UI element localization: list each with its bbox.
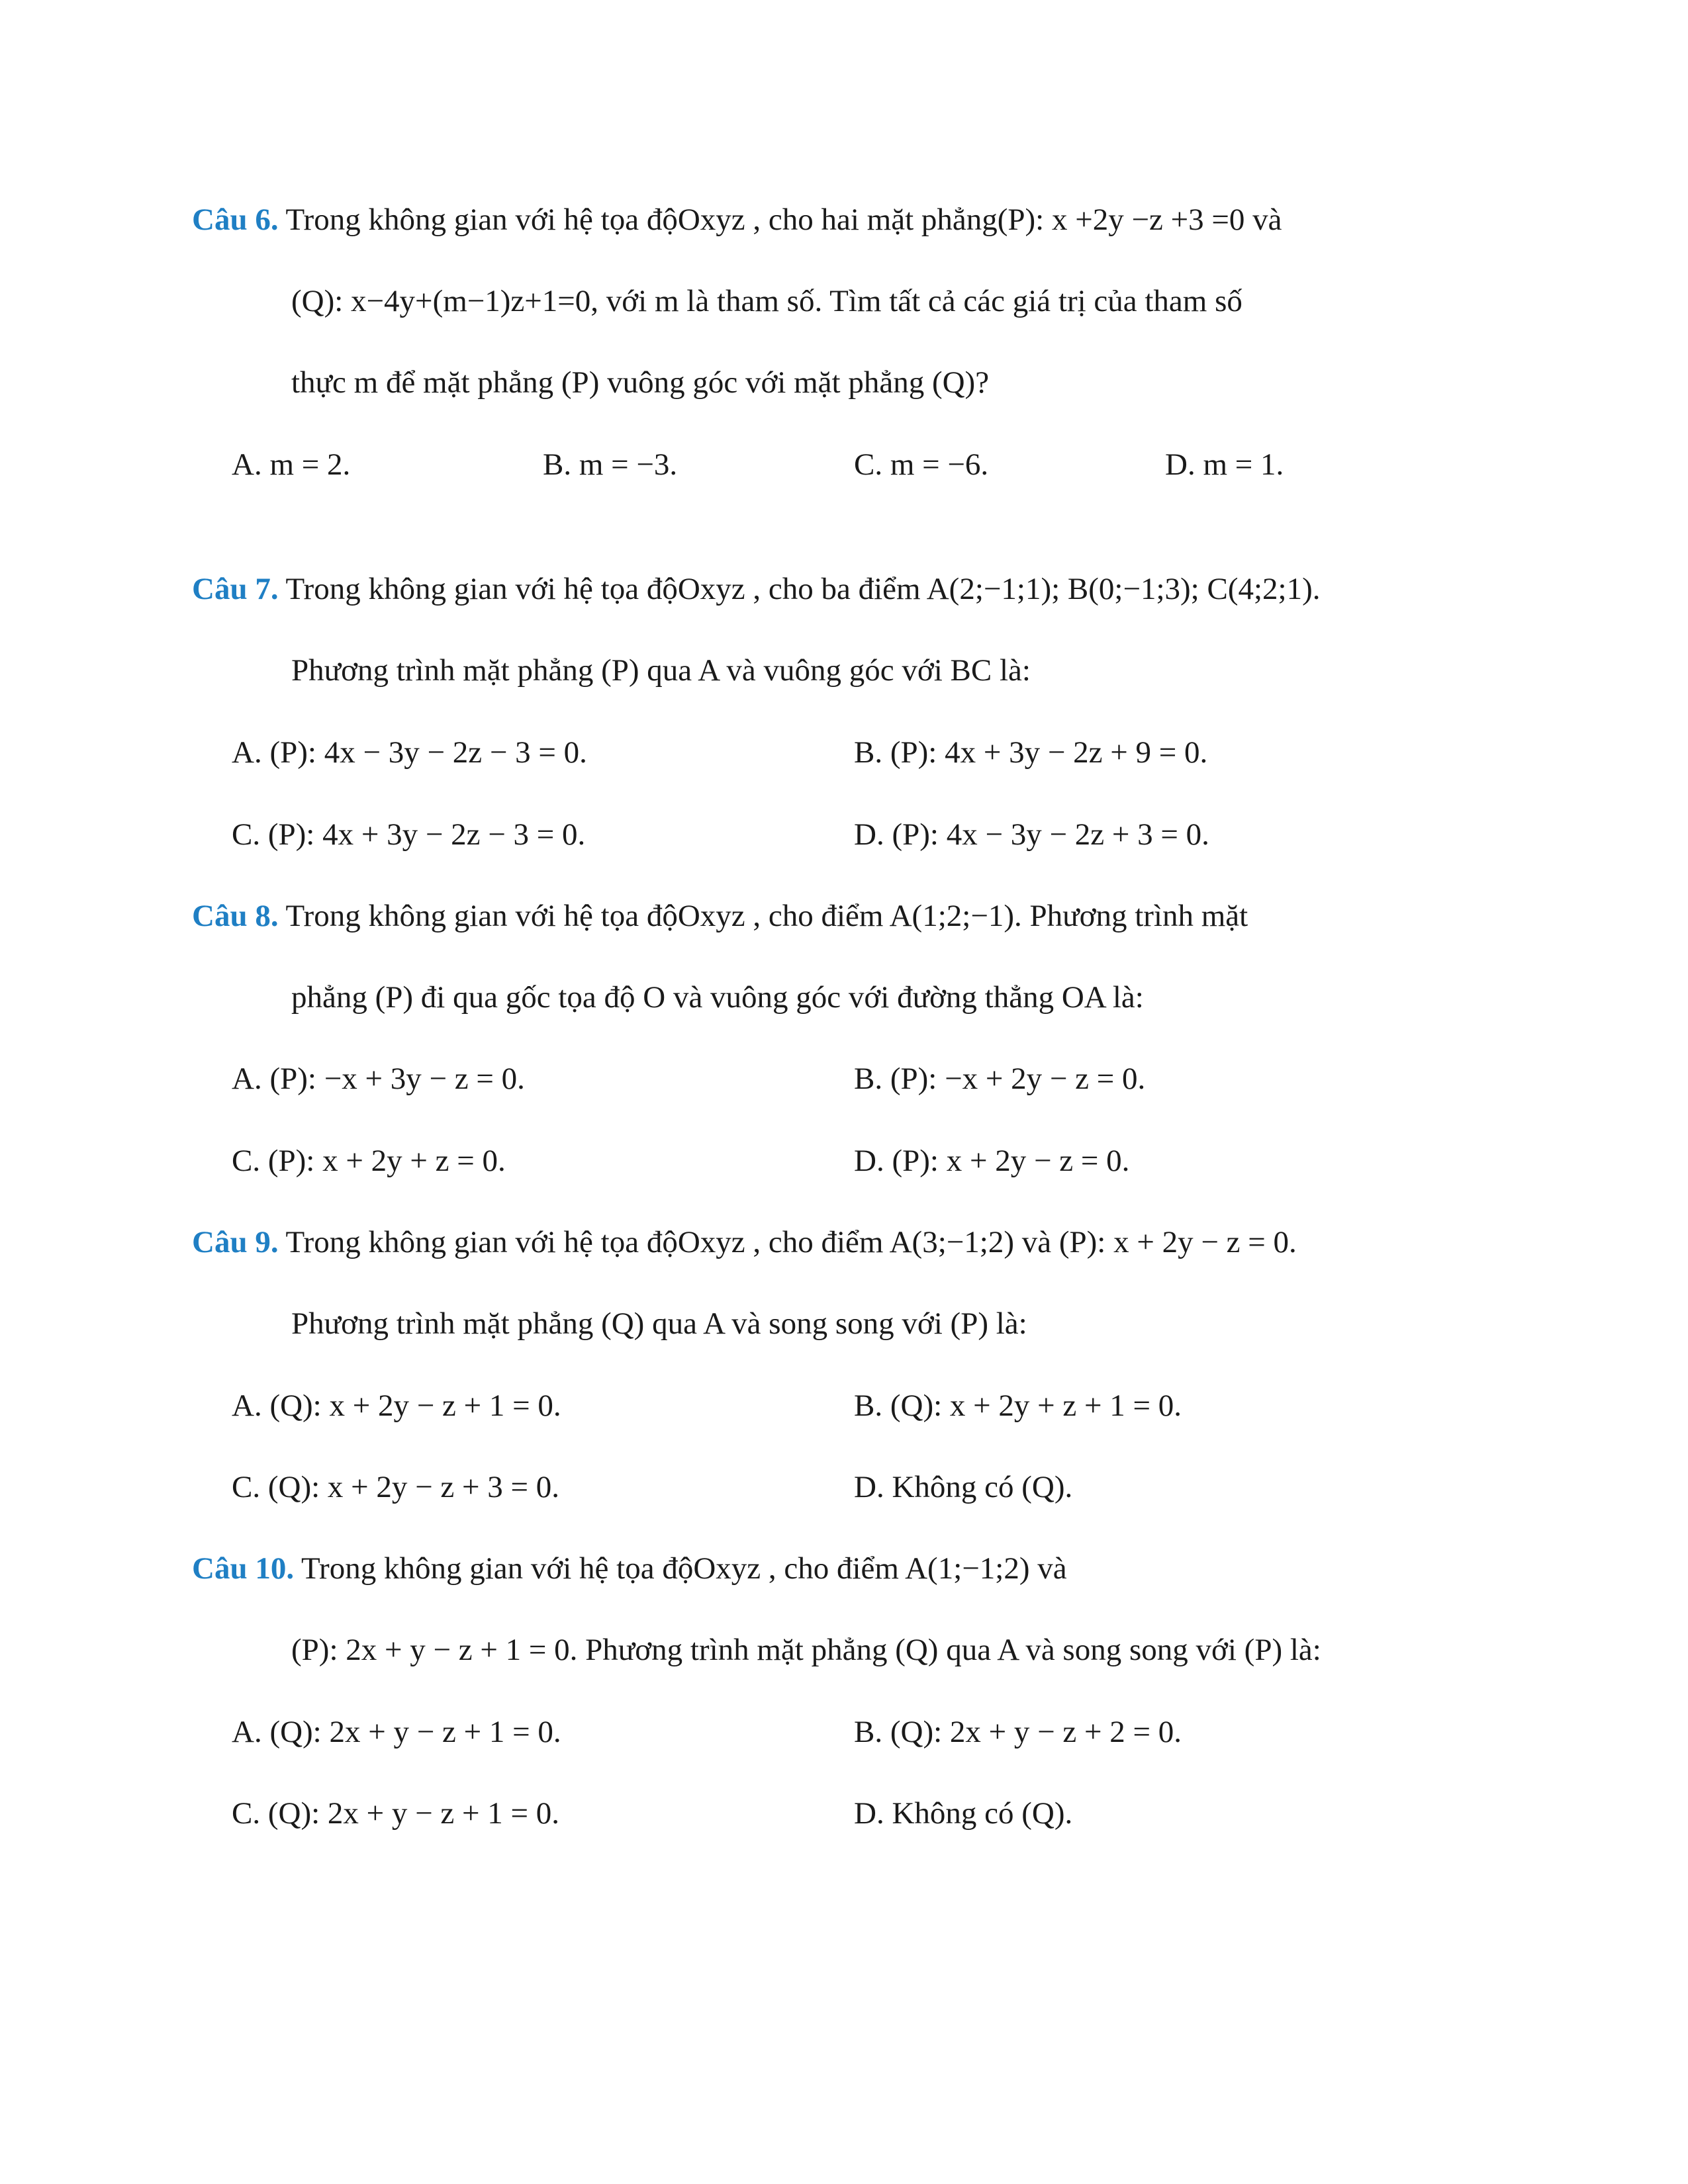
question-8-option-d[interactable]: D. (P): x + 2y − z = 0. [854,1144,1130,1178]
question-9-option-d[interactable]: D. Không có (Q). [854,1470,1073,1504]
question-6-option-b[interactable]: B. m = −3. [543,447,678,482]
question-8-label: Câu 8. [192,899,279,933]
question-10-text-1: Trong không gian với hệ tọa độOxyz , cho điểm A(1;−1;2) và [301,1551,1067,1586]
question-7-line-2 [291,651,1031,690]
question-10-option-a[interactable]: A. (Q): 2x + y − z + 1 = 0. [232,1715,561,1749]
question-7-text-2: Phương trình mặt phẳng (P) qua A và vuông góc với BC là: [291,653,1031,688]
question-10-text-2: (P): 2x + y − z + 1 = 0. Phương trình mặt phẳng (Q) qua A và song song với (P) là: [291,1633,1321,1667]
question-9-option-c[interactable]: C. (Q): x + 2y − z + 3 = 0. [232,1470,560,1504]
question-9-line-1 [192,1222,1297,1262]
question-9-option-b[interactable]: B. (Q): x + 2y + z + 1 = 0. [854,1388,1182,1423]
question-8-option-b[interactable]: B. (P): −x + 2y − z = 0. [854,1062,1146,1096]
question-7-option-b[interactable]: B. (P): 4x + 3y − 2z + 9 = 0. [854,735,1208,770]
question-8-line-2 [291,978,1144,1017]
question-6-option-d[interactable]: D. m = 1. [1165,447,1284,482]
question-10-option-b[interactable]: B. (Q): 2x + y − z + 2 = 0. [854,1715,1182,1749]
question-9-line-2 [291,1304,1027,1343]
question-8-option-c[interactable]: C. (P): x + 2y + z = 0. [232,1144,506,1178]
question-10-line-2 [291,1630,1321,1670]
question-6-text-3: thực m để mặt phẳng (P) vuông góc với mặt phẳng (Q)? [291,365,990,400]
question-10-option-d[interactable]: D. Không có (Q). [854,1796,1073,1831]
question-8-line-1 [192,896,1248,936]
question-7-option-a[interactable]: A. (P): 4x − 3y − 2z − 3 = 0. [232,735,587,770]
question-10-line-1 [192,1549,1067,1588]
question-7-line-1 [192,569,1321,609]
question-8-text-1: Trong không gian với hệ tọa độOxyz , cho điểm A(1;2;−1). Phương trình mặt [285,899,1248,933]
question-6-line-3 [291,363,989,402]
question-10-option-c[interactable]: C. (Q): 2x + y − z + 1 = 0. [232,1796,560,1831]
question-7-text-1: Trong không gian với hệ tọa độOxyz , cho ba điểm A(2;−1;1); B(0;−1;3); C(4;2;1). [285,572,1321,606]
question-9-option-a[interactable]: A. (Q): x + 2y − z + 1 = 0. [232,1388,561,1423]
question-8-option-a[interactable]: A. (P): −x + 3y − z = 0. [232,1062,525,1096]
question-8-text-2: phẳng (P) đi qua gốc tọa độ O và vuông góc với đường thẳng OA là: [291,980,1144,1015]
question-6-text-1: Trong không gian với hệ tọa độOxyz , cho hai mặt phẳng(P): x +2y −z +3 =0 và [285,203,1282,237]
question-9-text-2: Phương trình mặt phẳng (Q) qua A và song song với (P) là: [291,1306,1027,1341]
question-6-label: Câu 6. [192,203,279,237]
question-6-option-a[interactable]: A. m = 2. [232,447,351,482]
question-7-option-d[interactable]: D. (P): 4x − 3y − 2z + 3 = 0. [854,817,1209,852]
question-6-line-2 [291,281,1243,321]
question-7-option-c[interactable]: C. (P): 4x + 3y − 2z − 3 = 0. [232,817,586,852]
question-10-label: Câu 10. [192,1551,295,1586]
question-6-line-1 [192,200,1282,240]
question-7-label: Câu 7. [192,572,279,606]
question-9-text-1: Trong không gian với hệ tọa độOxyz , cho điểm A(3;−1;2) và (P): x + 2y − z = 0. [285,1225,1297,1259]
question-6-option-c[interactable]: C. m = −6. [854,447,989,482]
question-6-text-2: (Q): x−4y+(m−1)z+1=0, với m là tham số. Tìm tất cả các giá trị của tham số [291,284,1243,318]
question-9-label: Câu 9. [192,1225,279,1259]
